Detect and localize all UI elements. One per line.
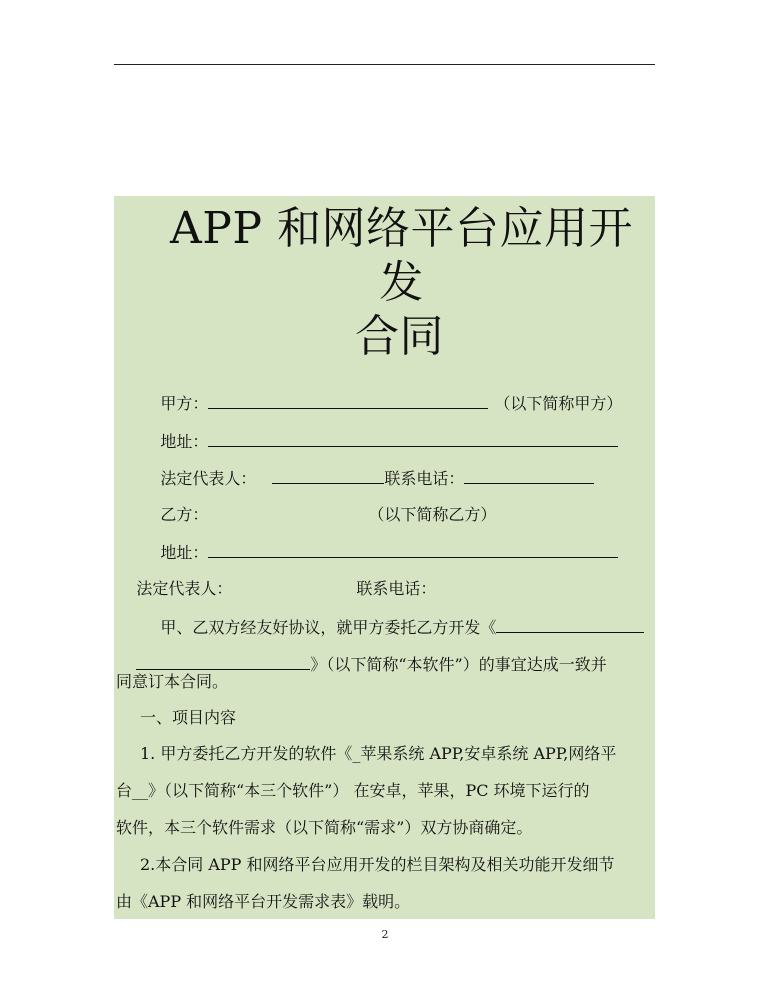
party-a-label: 甲方： [160,394,209,413]
header-rule [114,64,655,65]
party-a-rep-blank [272,468,384,484]
party-a-phone-blank [464,468,594,484]
party-a-blank [208,393,488,409]
party-a-rep-label: 法定代表人： [160,469,257,488]
item1-line-3: 软件，本三个软件需求（以下简称“需求”）双方协商确定。 [116,818,533,837]
software-name-blank [496,617,644,633]
party-b-label: 乙方： [160,505,209,524]
preamble-text-1: 甲、乙双方经友好协议，就甲方委托乙方开发《 [160,618,497,637]
document-body [114,196,655,919]
document-title [114,202,655,364]
party-a-phone-label: 联系电话： [384,469,465,488]
section-heading: 一、项目内容 [140,708,237,727]
software-name-blank-2 [136,654,310,670]
party-b-address-blank [208,542,618,558]
item2-line-1: 2.本合同 APP 和网络平台应用开发的栏目架构及相关功能开发细节 [140,855,615,874]
party-b-suffix: （以下简称乙方） [368,505,497,524]
party-b-rep-label: 法定代表人： [136,579,233,598]
party-b-phone-label: 联系电话： [356,579,437,598]
party-a-address-label: 地址： [160,432,209,451]
party-b-address-label: 地址： [160,543,209,562]
title-line-1: APP 和网络平台应用开发 [170,203,633,308]
preamble-line-3: 同意订本合同。 [116,672,229,691]
page-number: 2 [381,928,389,941]
preamble-text-2: 》（以下简称“本软件”）的事宜达成一致并 [310,655,607,674]
title-line-2: 合同 [355,311,444,362]
item2-line-2: 由《APP 和网络平台开发需求表》载明。 [116,892,411,911]
item1-line-1: 1. 甲方委托乙方开发的软件《_苹果系统 APP,安卓系统 APP,网络平 [140,744,617,763]
item1-line-2: 台__》（以下简称“本三个软件”） 在安卓，苹果，PC 环境下运行的 [116,781,590,800]
party-a-suffix: （以下简称甲方） [494,394,623,413]
party-a-address-blank [208,431,618,447]
